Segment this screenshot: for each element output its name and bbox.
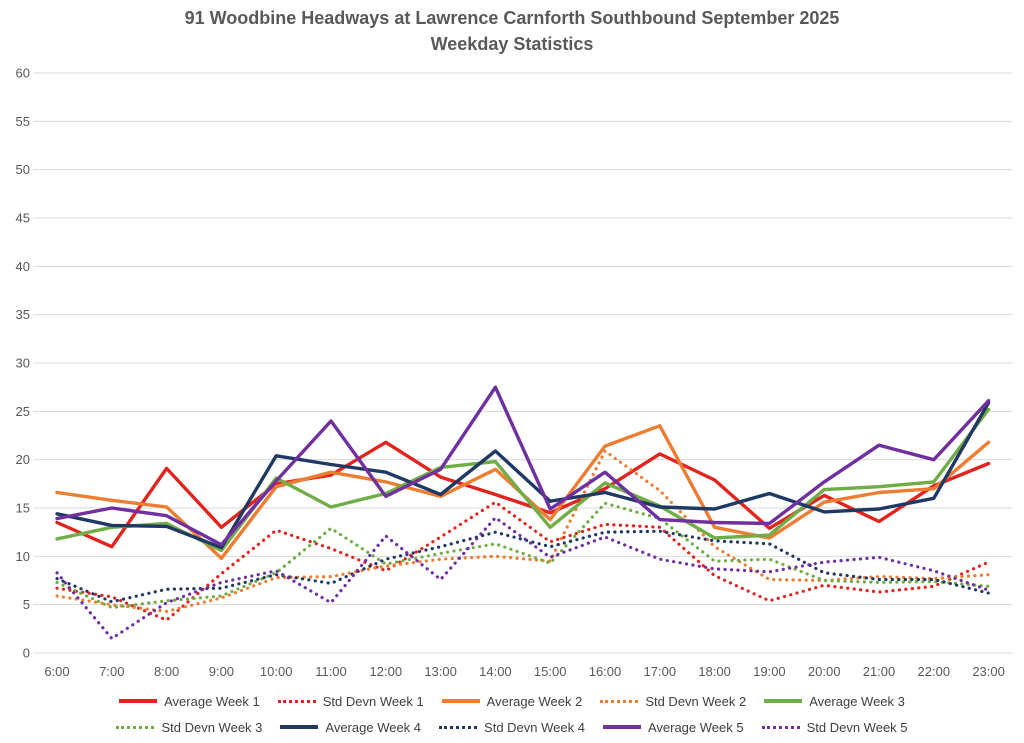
x-tick-label: 7:00: [99, 664, 125, 679]
y-tick-label: 10: [15, 548, 30, 564]
legend-label: Average Week 4: [325, 719, 422, 735]
y-tick-label: 60: [15, 65, 30, 81]
x-tick-label: 11:00: [315, 664, 347, 679]
legend-label: Std Devn Week 3: [161, 719, 263, 735]
solid-line-swatch-icon: [280, 725, 318, 729]
y-tick-label: 55: [15, 113, 30, 129]
x-tick-label: 12:00: [369, 664, 403, 679]
legend-item-std-devn-week-2: [600, 694, 746, 709]
solid-line-swatch-icon: [119, 699, 157, 703]
dotted-line-swatch-icon: [116, 726, 154, 729]
y-tick-label: 5: [22, 597, 30, 613]
y-tick-label: 40: [15, 258, 30, 274]
x-tick-label: 13:00: [424, 664, 457, 679]
x-tick-label: 23:00: [972, 664, 1005, 679]
x-tick-label: 15:00: [533, 664, 567, 679]
x-tick-label: 18:00: [698, 664, 731, 679]
legend-label: Std Devn Week 2: [645, 693, 747, 709]
series-average-week-4: [57, 403, 989, 548]
series-average-week-3: [57, 409, 989, 550]
y-gridlines: [33, 73, 1012, 653]
solid-line-swatch-icon: [764, 699, 802, 703]
chart-title-line1: 91 Woodbine Headways at Lawrence Carnforth Southbound September 2025: [184, 8, 840, 28]
series-average-week-5: [57, 387, 989, 545]
x-tick-label: 14:00: [479, 664, 512, 679]
x-tick-label: 8:00: [153, 664, 180, 679]
legend-item-std-devn-week-1: [278, 694, 424, 709]
dotted-line-swatch-icon: [600, 700, 638, 703]
x-tick-label: 22:00: [917, 664, 951, 679]
legend-row: [0, 714, 1024, 740]
y-tick-label: 20: [15, 452, 30, 468]
solid-line-swatch-icon: [442, 699, 480, 703]
y-tick-label: 30: [15, 355, 30, 371]
legend-row: [0, 688, 1024, 714]
legend-item-average-week-1: [119, 694, 260, 709]
x-tick-label: 17:00: [643, 664, 677, 679]
legend-item-average-week-3: [764, 694, 905, 709]
x-tick-label: 19:00: [753, 664, 786, 679]
legend-label: Average Week 5: [647, 719, 744, 735]
y-tick-label: 45: [15, 210, 30, 226]
legend-item-average-week-2: [442, 694, 583, 709]
legend-label: Average Week 3: [809, 693, 905, 709]
legend-item-std-devn-week-4: [439, 720, 585, 735]
legend-item-average-week-5: [603, 720, 744, 735]
y-tick-label: 25: [15, 403, 30, 419]
legend-label: Std Devn Week 4: [484, 719, 585, 735]
legend-label: Std Devn Week 1: [322, 693, 424, 709]
legend-label: Average Week 1: [164, 693, 260, 709]
x-tick-label: 20:00: [807, 664, 841, 679]
legend-item-average-week-4: [280, 720, 421, 735]
legend-label: Average Week 2: [486, 693, 583, 709]
x-tick-label: 21:00: [862, 664, 896, 679]
dotted-line-swatch-icon: [439, 726, 477, 729]
legend-label: Std Devn Week 5: [806, 719, 908, 735]
dotted-line-swatch-icon: [762, 726, 800, 729]
chart-title-line2: Weekday Statistics: [430, 34, 594, 54]
y-axis-labels: [16, 66, 30, 661]
y-tick-label: 35: [15, 307, 30, 323]
solid-line-swatch-icon: [603, 725, 641, 729]
y-tick-label: 15: [15, 500, 30, 516]
x-tick-label: 16:00: [588, 664, 622, 679]
legend-item-std-devn-week-3: [116, 720, 262, 735]
x-tick-label: 6:00: [44, 664, 70, 679]
dotted-line-swatch-icon: [278, 700, 316, 703]
chart-legend: [0, 688, 1024, 740]
y-tick-label: 0: [22, 645, 30, 661]
legend-item-std-devn-week-5: [762, 720, 908, 735]
series-std-devn-week-1: [57, 502, 989, 620]
x-tick-label: 9:00: [208, 664, 235, 679]
y-tick-label: 50: [15, 162, 30, 178]
x-axis-labels: [44, 664, 1005, 679]
x-tick-label: 10:00: [259, 664, 293, 679]
